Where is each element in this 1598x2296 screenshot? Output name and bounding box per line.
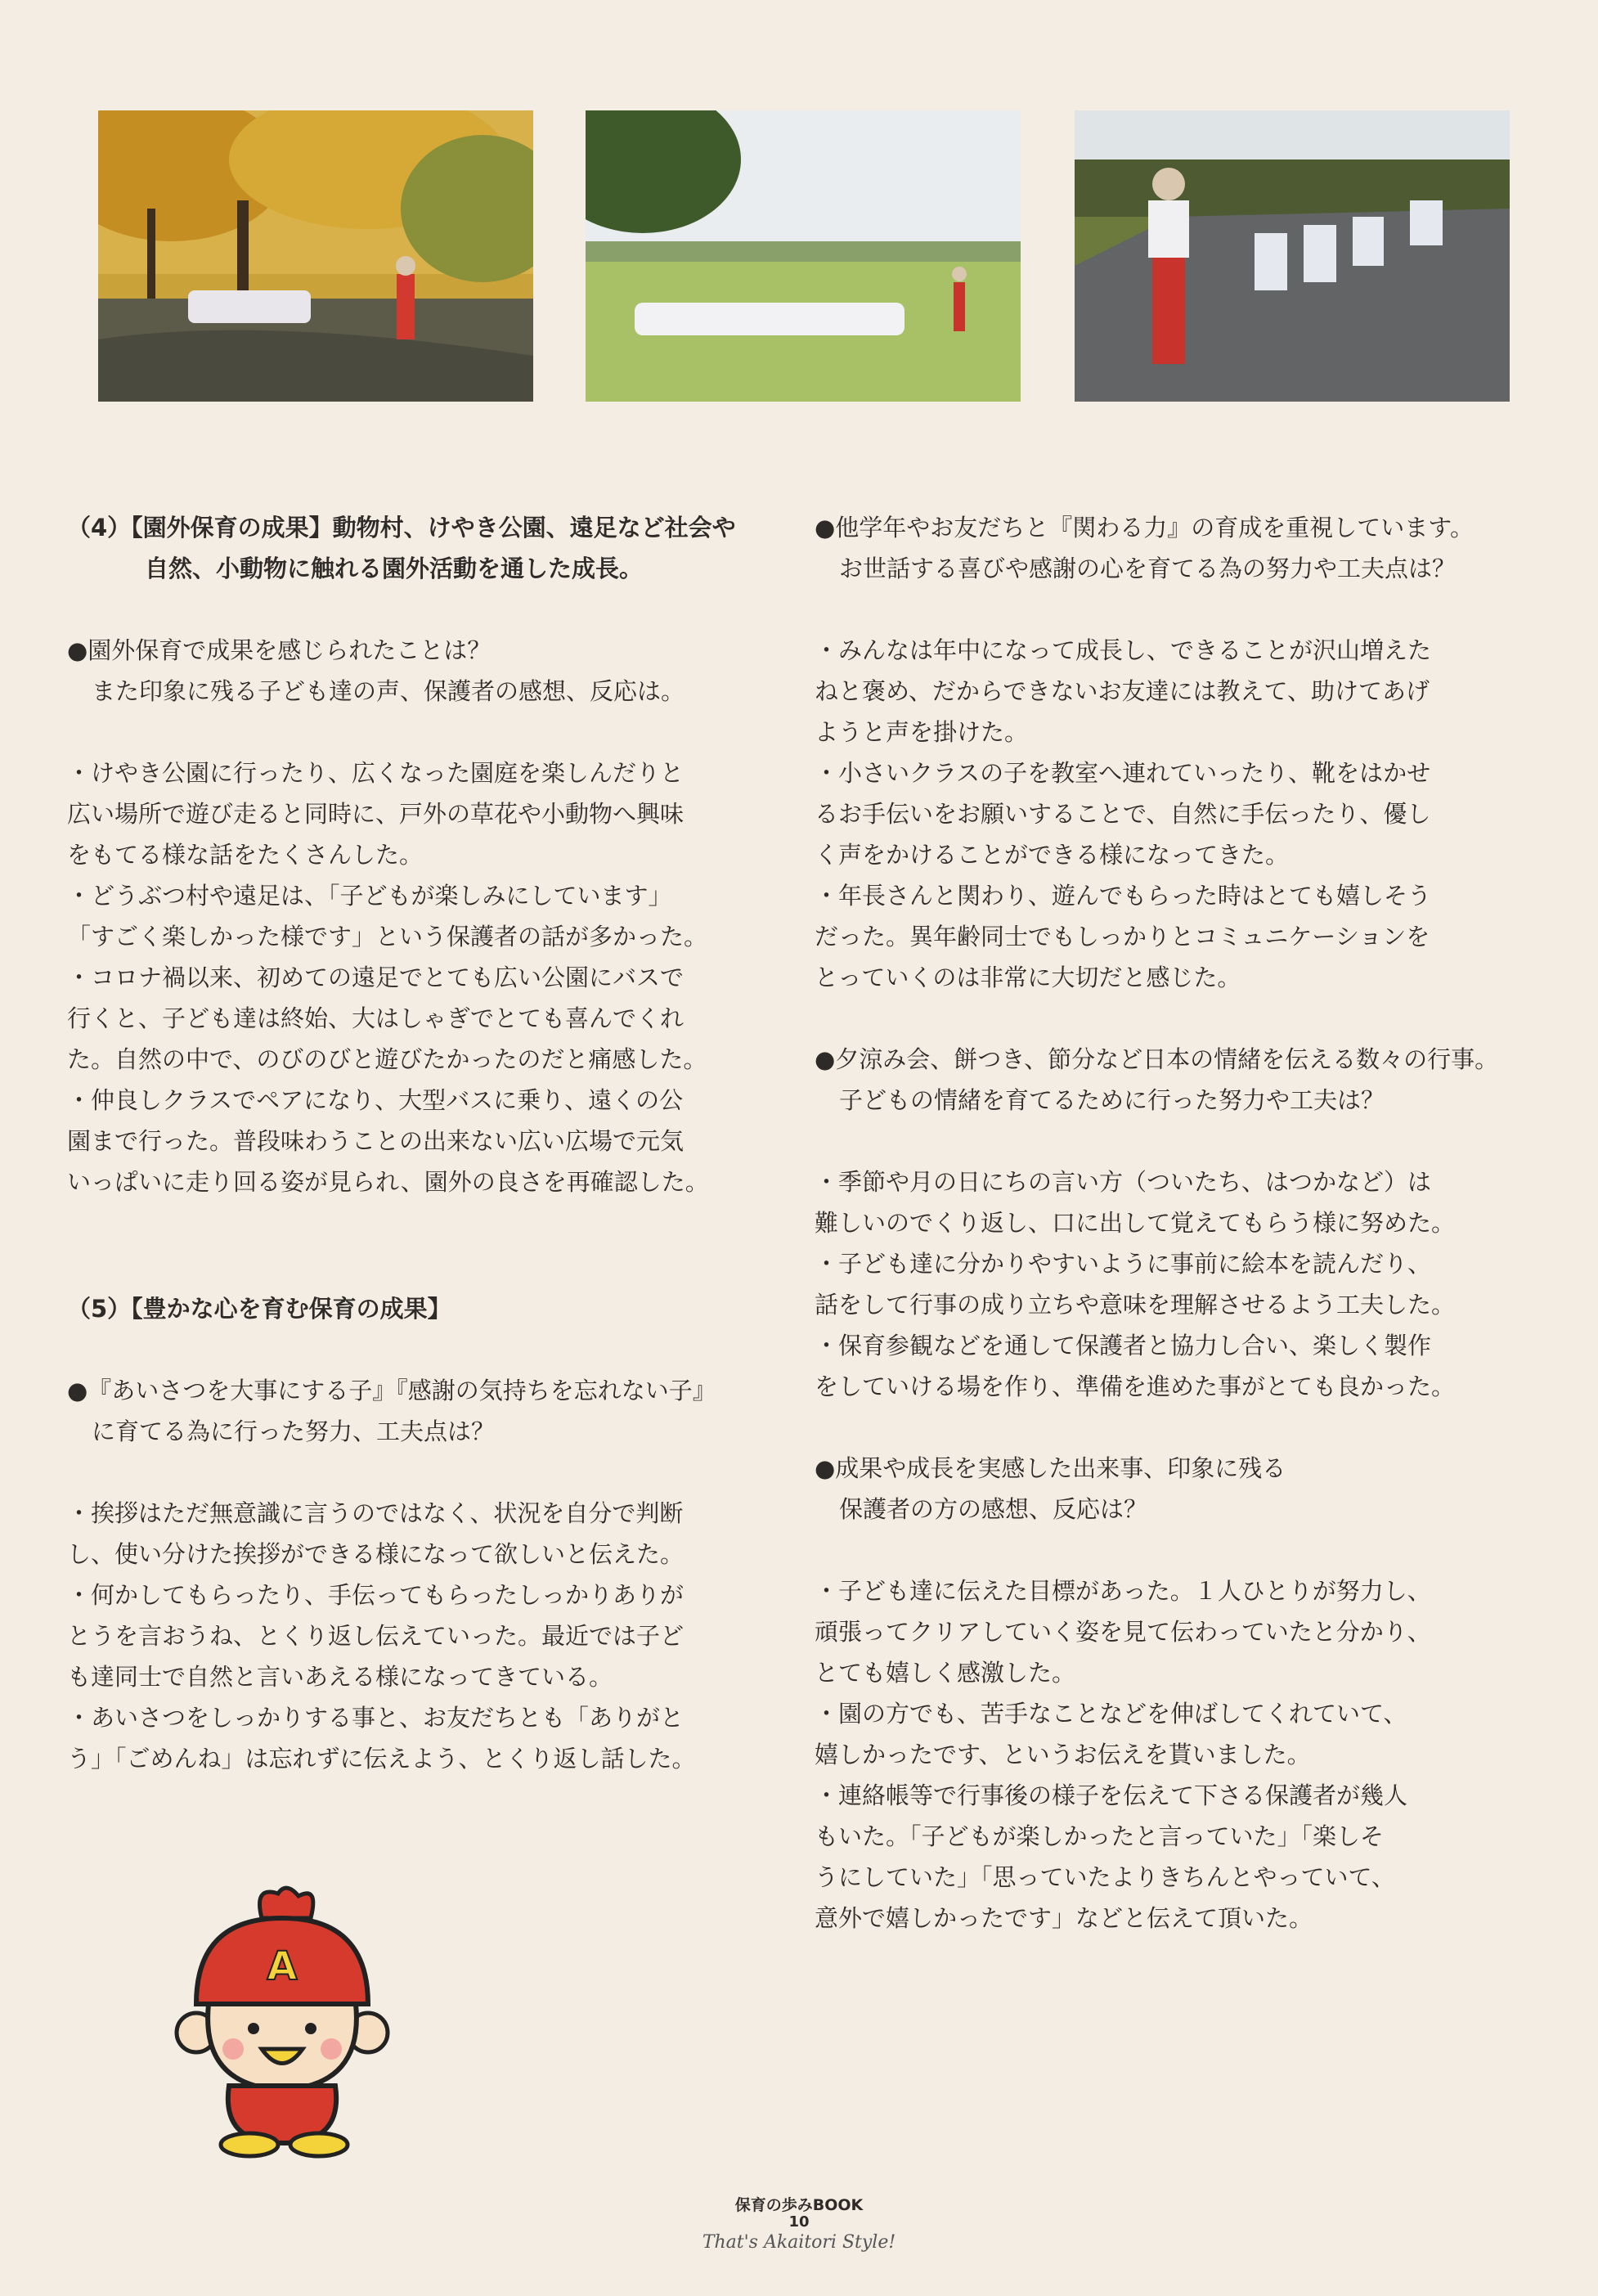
- right-answer2-line: ・保育参観などを通して保護者と協力し合い、楽しく製作: [815, 1332, 1432, 1359]
- section4-answer-line: ・けやき公園に行ったり、広くなった園庭を楽しんだりと: [67, 759, 685, 787]
- section5-answer-line: ・あいさつをしっかりする事と、お友だちとも「ありがと: [67, 1704, 685, 1732]
- right-question3-line2: 保護者の方の感想、反応は？: [839, 1495, 1148, 1523]
- right-answer1-line: く声をかけることができる様になってきた。: [815, 841, 1290, 869]
- right-answer2-line: 難しいのでくり返し、口に出して覚えてもらう様に努めた。: [815, 1209, 1456, 1237]
- right-answer1-line: ねと褒め、だからできないお友達には教えて、助けてあげ: [815, 677, 1430, 705]
- section4-question-line2: また印象に残る子ども達の声、保護者の感想、反応は。: [92, 677, 685, 705]
- section4-answer-line: をもてる様な話をたくさんした。: [67, 841, 424, 869]
- right-answer1-line: とっていくのは非常に大切だと感じた。: [815, 964, 1241, 991]
- footer-book-title: 保育の歩みBOOK: [734, 2196, 864, 2214]
- section4-answer-line: ・コロナ禍以来、初めての遠足でとても広い公園にバスで: [67, 964, 685, 991]
- right-answer1-line: ・みんなは年中になって成長し、できることが沢山増えた: [815, 636, 1432, 664]
- section4-answer-line: 園まで行った。普段味わうことの出来ない広い広場で元気: [67, 1127, 685, 1155]
- section4-answer-line: 広い場所で遊び走ると同時に、戸外の草花や小動物へ興味: [67, 800, 685, 828]
- section4-heading-line1: （4）【園外保育の成果】動物村、けやき公園、遠足など社会や: [67, 514, 736, 541]
- section4-heading-line2: 自然、小動物に触れる園外活動を通した成長。: [145, 555, 644, 582]
- right-answer1-line: るお手伝いをお願いすることで、自然に手伝ったり、優し: [815, 800, 1431, 828]
- photo-park-walk: [98, 110, 533, 402]
- right-answer2-line: 話をして行事の成り立ちや意味を理解させるよう工夫した。: [815, 1291, 1456, 1319]
- right-answer1-line: ようと声を掛けた。: [815, 718, 1029, 746]
- right-answer2-line: ・子ども達に分かりやすいように事前に絵本を読んだり、: [815, 1250, 1432, 1278]
- section5-answer-line: し、使い分けた挨拶ができる様になって欲しいと伝えた。: [67, 1540, 685, 1568]
- section4-question-line1: ●園外保育で成果を感じられたことは？: [67, 636, 492, 664]
- section4-answer-line: ・どうぶつ村や遠足は、「子どもが楽しみにしています」: [67, 882, 672, 910]
- section5-question-line2: に育てる為に行った努力、工夫点は？: [92, 1418, 496, 1445]
- page-footer: [0, 2196, 1598, 2255]
- section4-answer-line: ・仲良しクラスでペアになり、大型バスに乗り、遠くの公: [67, 1086, 684, 1114]
- right-answer3-line: ・連絡帳等で行事後の様子を伝えて下さる保護者が幾人: [815, 1782, 1408, 1809]
- right-answer3-line: ・子ども達に伝えた目標があった。１人ひとりが努力し、: [815, 1577, 1431, 1605]
- section5-answer-line: う」「ごめんね」は忘れずに伝えよう、とくり返し話した。: [67, 1745, 696, 1773]
- right-column: [815, 507, 1534, 1939]
- section5-answer-line: ・何かしてもらったり、手伝ってもらったしっかりありが: [67, 1581, 685, 1609]
- section5-answer-line: とうを言おうね、とくり返し伝えていった。最近では子ど: [67, 1622, 685, 1650]
- right-answer1-line: だった。異年齢同士でもしっかりとコミュニケーションを: [815, 923, 1430, 950]
- mascot-illustration: [164, 1881, 401, 2159]
- right-answer1-line: ・年長さんと関わり、遊んでもらった時はとても嬉しそう: [815, 882, 1432, 910]
- right-answer3-line: 頑張ってクリアしていく姿を見て伝わっていたと分かり、: [815, 1618, 1431, 1646]
- right-answer2-line: をしていける場を作り、準備を進めた事がとても良かった。: [815, 1373, 1456, 1400]
- section5-heading: （5）【豊かな心を育む保育の成果】: [67, 1295, 451, 1323]
- footer-tagline: That's Akaitori Style!: [702, 2232, 896, 2253]
- section5-answer-line: も達同士で自然と言いあえる様になってきている。: [67, 1663, 613, 1691]
- right-answer3-line: もいた。「子どもが楽しかったと言っていた」「楽しそ: [815, 1822, 1385, 1850]
- photo-field-gathering: [586, 110, 1021, 402]
- section4-answer-line: 行くと、子ども達は終始、大はしゃぎでとても喜んでくれ: [67, 1004, 685, 1032]
- right-answer3-line: ・園の方でも、苦手なことなどを伸ばしてくれていて、: [815, 1700, 1407, 1728]
- right-question2-line1: ●夕涼み会、餅つき、節分など日本の情緒を伝える数々の行事。: [815, 1045, 1499, 1073]
- section4-answer-line: た。自然の中で、のびのびと遊びたかったのだと痛感した。: [67, 1045, 707, 1073]
- section5-answer-line: ・挨拶はただ無意識に言うのではなく、状況を自分で判断: [67, 1499, 684, 1527]
- mascot-cap-letter: A: [267, 1943, 298, 1989]
- right-answer3-line: 意外で嬉しかったです」などと伝えて頂いた。: [815, 1904, 1313, 1932]
- photo-path-walk: [1075, 110, 1510, 402]
- right-question2-line2: 子どもの情緒を育てるために行った努力や工夫は？: [839, 1086, 1385, 1114]
- section4-answer-line: いっぱいに走り回る姿が見られ、園外の良さを再確認した。: [67, 1168, 709, 1196]
- right-question1-line2: お世話する喜びや感謝の心を育てる為の努力や工夫点は？: [839, 555, 1457, 582]
- right-answer3-line: うにしていた」「思っていたよりきちんとやっていて、: [815, 1863, 1395, 1891]
- right-answer2-line: ・季節や月の日にちの言い方（ついたち、はつかなど）は: [815, 1168, 1432, 1196]
- right-question1-line1: ●他学年やお友だちと『関わる力』の育成を重視しています。: [815, 514, 1474, 541]
- section5-question-line1: ●『あいさつを大事にする子』『感謝の気持ちを忘れない子』: [67, 1377, 716, 1404]
- left-column: [67, 507, 770, 1779]
- right-answer1-line: ・小さいクラスの子を教室へ連れていったり、靴をはかせ: [815, 759, 1431, 787]
- right-question3-line1: ●成果や成長を実感した出来事、印象に残る: [815, 1454, 1286, 1482]
- section4-answer-line: 「すごく楽しかった様です」という保護者の話が多かった。: [67, 923, 708, 950]
- page-number: 10: [788, 2213, 810, 2231]
- right-answer3-line: 嬉しかったです、というお伝えを貰いました。: [815, 1741, 1311, 1768]
- right-answer3-line: とても嬉しく感激した。: [815, 1659, 1076, 1687]
